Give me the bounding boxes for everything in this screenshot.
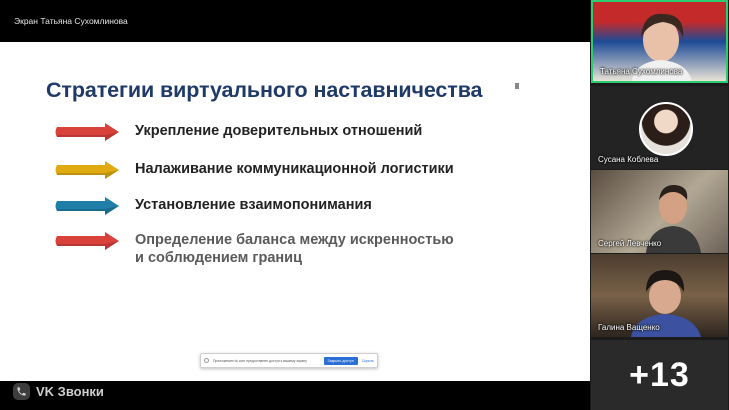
participant-tile[interactable]	[591, 170, 728, 253]
phone-icon	[13, 383, 30, 400]
bullet-text-line: и соблюдением границ	[135, 250, 302, 266]
arrow-icon	[55, 160, 121, 180]
app-name: VK Звонки	[36, 384, 104, 399]
access-message: Приложению vk.com предоставлен доступ к вашему экрану	[213, 358, 307, 363]
slide-heading: Стратегии виртуального наставничества	[46, 78, 483, 102]
bullet-text	[135, 231, 454, 267]
presentation-slide	[0, 42, 590, 381]
bullet-text: Налаживание коммуникационной логистики	[135, 161, 454, 177]
participant-name: Сергей Левченко	[598, 239, 662, 248]
slide-bullet	[55, 122, 422, 142]
hide-notification-button[interactable]: Скрыть	[361, 358, 374, 363]
screen-access-notification	[200, 353, 378, 368]
arrow-icon	[55, 122, 121, 142]
avatar	[639, 102, 693, 156]
bullet-text-line: Определение баланса между искренностью	[135, 232, 454, 248]
more-participants-count: +13	[629, 355, 690, 394]
arrow-icon	[55, 196, 121, 216]
participant-tile[interactable]	[591, 86, 728, 169]
participant-tile-active[interactable]	[591, 0, 728, 83]
bullet-text: Установление взаимопонимания	[135, 197, 372, 213]
participants-panel	[590, 0, 729, 410]
participant-name: Татьяна Сухомлинова	[600, 67, 683, 76]
stop-sharing-button[interactable]: Закрыть доступ	[324, 357, 358, 365]
info-icon	[204, 358, 209, 363]
slide-bullet	[55, 231, 454, 267]
slide-bullet	[55, 160, 454, 180]
slide-bullet	[55, 196, 372, 216]
bullet-text: Укрепление доверительных отношений	[135, 123, 423, 139]
mouse-cursor-icon	[515, 83, 519, 89]
participant-name: Сусана Коблева	[598, 155, 659, 164]
participant-name: Галина Ващенко	[598, 323, 660, 332]
arrow-icon	[55, 231, 121, 251]
participant-tile[interactable]	[591, 254, 728, 337]
screen-share-title: Экран Татьяна Сухомлинова	[14, 16, 128, 26]
app-logo	[13, 383, 104, 400]
more-participants-button[interactable]	[591, 340, 728, 410]
